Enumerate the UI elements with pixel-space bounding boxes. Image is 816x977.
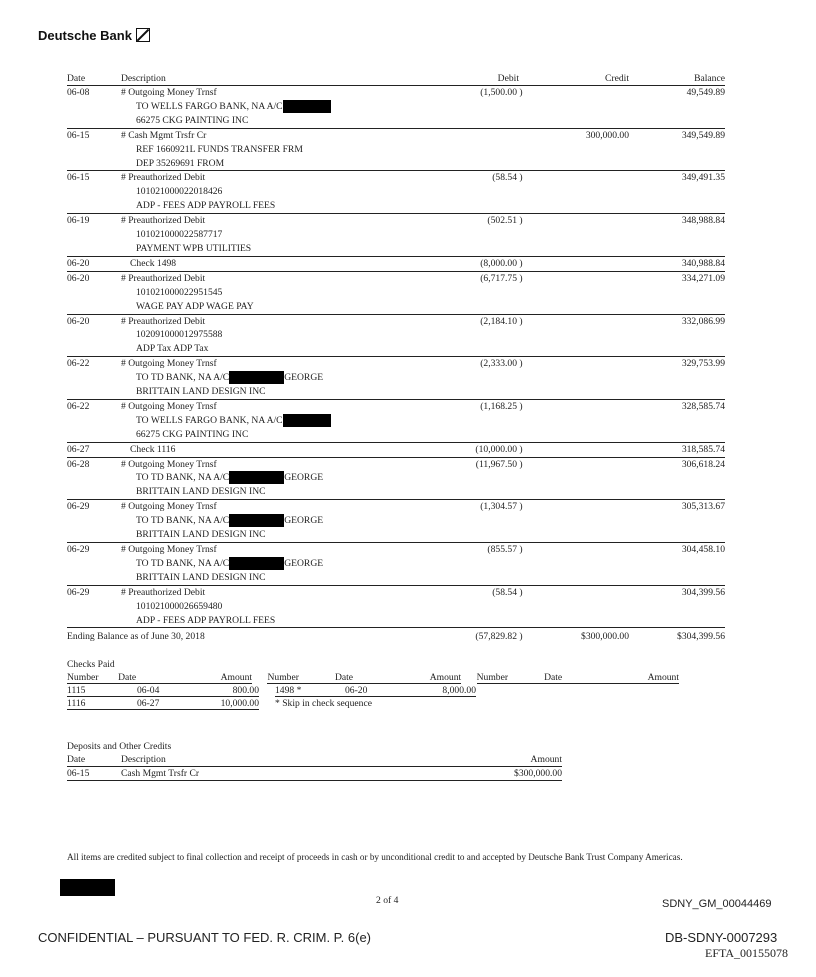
check-amount: 8,000.00	[416, 684, 476, 697]
checks-paid-title: Checks Paid	[67, 659, 115, 670]
bates-number-sdny: SDNY_GM_00044469	[662, 898, 772, 910]
header-date: Date	[67, 73, 86, 84]
description-line: BRITTAIN LAND DESIGN INC	[136, 386, 266, 398]
col-amount: Amount	[621, 672, 679, 684]
transaction-credit	[531, 543, 649, 585]
deposit-row	[67, 767, 562, 781]
transaction-date: 06-29	[67, 544, 90, 555]
description-line: TO WELLS FARGO BANK, NA A/C	[121, 414, 351, 428]
transaction-description	[121, 315, 351, 357]
transaction-row	[67, 257, 725, 272]
transaction-balance: 349,549.89	[681, 129, 725, 141]
col-date: Date	[67, 754, 86, 765]
col-date: Date	[335, 672, 403, 684]
description-line: # Outgoing Money Trnsf	[121, 458, 217, 470]
transactions-table	[67, 73, 725, 646]
transactions-header	[67, 73, 725, 86]
check-sequence-note: * Skip in check sequence	[275, 698, 372, 709]
transaction-date: 06-15	[67, 129, 90, 141]
transaction-description	[121, 171, 351, 213]
transaction-row	[67, 586, 725, 629]
transaction-debit: (11,967.50 )	[475, 458, 523, 470]
description-line: 101021000022587717	[136, 229, 223, 241]
transaction-credit	[531, 86, 649, 128]
transaction-description	[121, 586, 351, 628]
transaction-description	[121, 458, 351, 500]
transaction-date: 06-19	[67, 215, 90, 227]
transaction-date: 06-27	[67, 443, 90, 455]
deposit-date: 06-15	[67, 768, 90, 779]
description-line: Check 1116	[130, 443, 176, 455]
ending-balance: $304,399.56	[677, 631, 725, 643]
transaction-row	[67, 86, 725, 129]
transaction-credit	[531, 357, 649, 399]
check-amount: 10,000.00	[202, 697, 259, 710]
transaction-debit: (10,000.00 )	[475, 443, 523, 455]
transaction-description	[121, 543, 351, 585]
transaction-description	[121, 272, 351, 314]
col-number: Number	[477, 672, 544, 684]
transaction-debit: (1,304.57 )	[480, 501, 523, 513]
transaction-credit	[531, 171, 649, 213]
logo-slash-icon	[136, 28, 150, 42]
transaction-credit: 300,000.00	[585, 129, 629, 141]
transaction-debit: (855.57 )	[487, 544, 523, 555]
transaction-debit: (6,717.75 )	[480, 272, 523, 284]
description-line: TO TD BANK, NA A/C GEORGE	[136, 515, 324, 527]
transaction-balance: 305,313.67	[681, 501, 725, 513]
transaction-row	[67, 357, 725, 400]
transaction-row	[67, 443, 725, 458]
check-date: 06-27	[120, 697, 202, 710]
header-description: Description	[121, 73, 166, 84]
bates-number-db: DB-SDNY-0007293	[665, 930, 778, 945]
description-line: BRITTAIN LAND DESIGN INC	[136, 529, 266, 541]
col-date: Date	[118, 672, 197, 684]
description-line: # Preauthorized Debit	[121, 315, 206, 327]
ending-label: Ending Balance as of June 30, 2018	[67, 631, 205, 643]
description-line: 102091000012975588	[136, 329, 223, 341]
transaction-credit	[531, 214, 649, 256]
transaction-description	[121, 357, 351, 399]
efta-number: EFTA_00155078	[705, 946, 789, 960]
description-line: DEP 35269691 FROM	[136, 157, 225, 169]
redaction-box	[60, 879, 115, 896]
header-credit: Credit	[605, 73, 629, 84]
bank-name: Deutsche Bank	[38, 28, 132, 43]
credit-disclaimer: All items are credited subject to final collection and receipt of proceeds in cash or by unconditional credit to and accepted by Deutsche Bank Trust Company Americas.	[67, 852, 683, 862]
transaction-credit	[531, 315, 649, 357]
transaction-balance: 329,753.99	[681, 358, 725, 370]
confidential-notice: CONFIDENTIAL – PURSUANT TO FED. R. CRIM. P. 6(e)	[38, 930, 372, 945]
description-line: # Outgoing Money Trnsf	[121, 544, 217, 555]
transaction-debit: (58.54 )	[492, 172, 523, 184]
transaction-row	[67, 500, 725, 543]
transaction-credit	[531, 400, 649, 442]
description-line: WAGE PAY ADP WAGE PAY	[136, 300, 254, 312]
transaction-balance: 306,618.24	[681, 458, 725, 470]
deposits-header	[67, 754, 562, 767]
col-number: Number	[67, 672, 118, 684]
redacted-name-suffix: GEORGE	[284, 472, 324, 484]
description-line: TO WELLS FARGO BANK, NA A/C	[121, 100, 351, 114]
transaction-row	[67, 543, 725, 586]
check-date: 06-20	[345, 684, 416, 697]
header-balance: Balance	[694, 73, 725, 84]
transaction-row	[67, 272, 725, 315]
redacted-name-suffix: GEORGE	[284, 372, 324, 384]
check-amount: 800.00	[202, 684, 259, 697]
checks-row	[67, 684, 679, 697]
deposits-title: Deposits and Other Credits	[67, 741, 172, 752]
col-date: Date	[544, 672, 621, 684]
col-description: Description	[121, 754, 166, 765]
transaction-debit: (58.54 )	[492, 586, 523, 598]
deposit-amount: $300,000.00	[514, 768, 562, 779]
transaction-description	[121, 257, 351, 271]
transaction-description	[121, 443, 351, 457]
transaction-date: 06-08	[67, 87, 90, 98]
description-line: TO TD BANK, NA A/C GEORGE	[136, 372, 324, 384]
transaction-row	[67, 400, 725, 443]
transaction-date: 06-20	[67, 315, 90, 327]
transaction-credit	[531, 500, 649, 542]
check-number: 1115	[67, 684, 120, 697]
redacted-name-suffix: GEORGE	[284, 557, 324, 569]
transaction-debit: (1,500.00 )	[480, 87, 523, 98]
description-line: BRITTAIN LAND DESIGN INC	[136, 571, 266, 583]
description-line: ADP - FEES ADP PAYROLL FEES	[136, 200, 276, 212]
ending-credit: $300,000.00	[581, 631, 629, 643]
transaction-date: 06-20	[67, 272, 90, 284]
transaction-debit: (8,000.00 )	[480, 257, 523, 269]
description-line: TO TD BANK, NA A/C GEORGE	[136, 557, 324, 569]
redaction-box	[229, 557, 284, 570]
ending-debit: (57,829.82 )	[475, 631, 523, 643]
transaction-row	[67, 214, 725, 257]
description-line: 101021000026659480	[136, 600, 223, 612]
transaction-balance: 304,399.56	[681, 586, 725, 598]
description-line: # Preauthorized Debit	[121, 272, 206, 284]
description-line: # Outgoing Money Trnsf	[121, 501, 217, 513]
transaction-debit: (502.51 )	[487, 215, 523, 227]
transaction-row	[67, 315, 725, 358]
transaction-debit: (2,333.00 )	[480, 358, 523, 370]
transaction-date: 06-22	[67, 400, 90, 412]
description-line: 66275 CKG PAINTING INC	[136, 114, 249, 126]
description-line: REF 1660921L FUNDS TRANSFER FRM	[136, 143, 303, 155]
transaction-date: 06-22	[67, 358, 90, 370]
transaction-description	[121, 500, 351, 542]
col-amount: Amount	[530, 754, 562, 765]
redaction-box	[229, 371, 284, 384]
redaction-box	[229, 514, 284, 527]
transaction-balance: 349,491.35	[681, 172, 725, 184]
col-amount: Amount	[197, 672, 252, 684]
description-line: # Preauthorized Debit	[121, 172, 206, 184]
transaction-row	[67, 129, 725, 172]
description-line: 101021000022951545	[136, 286, 223, 298]
check-date: 06-04	[120, 684, 202, 697]
header-debit: Debit	[497, 73, 519, 84]
page-number: 2 of 4	[376, 895, 399, 906]
col-number: Number	[267, 672, 334, 684]
description-line: 101021000022018426	[136, 186, 223, 198]
deposit-description: Cash Mgmt Trsfr Cr	[121, 768, 200, 779]
transaction-credit	[531, 272, 649, 314]
transaction-credit	[531, 443, 649, 457]
redaction-box	[283, 100, 331, 113]
transaction-balance: 328,585.74	[681, 400, 725, 412]
bank-logo	[38, 26, 150, 43]
transaction-credit	[531, 458, 649, 500]
ending-balance-row	[67, 628, 725, 646]
transaction-date: 06-29	[67, 586, 90, 598]
description-line: # Outgoing Money Trnsf	[121, 87, 217, 98]
description-line: # Preauthorized Debit	[121, 215, 206, 227]
transaction-description	[121, 129, 351, 171]
description-line: 66275 CKG PAINTING INC	[136, 428, 249, 440]
transaction-credit	[531, 257, 649, 271]
transaction-date: 06-20	[67, 257, 90, 269]
transaction-description	[121, 86, 351, 128]
redaction-box	[283, 414, 331, 427]
deposits-section	[67, 741, 562, 781]
transaction-row	[67, 171, 725, 214]
col-amount: Amount	[403, 672, 461, 684]
transaction-balance: 334,271.09	[681, 272, 725, 284]
transaction-credit	[531, 586, 649, 628]
checks-paid-header	[67, 672, 679, 684]
transaction-date: 06-28	[67, 458, 90, 470]
checks-row	[67, 697, 679, 710]
description-line: # Outgoing Money Trnsf	[121, 358, 217, 370]
transaction-balance: 340,988.84	[681, 257, 725, 269]
description-line: BRITTAIN LAND DESIGN INC	[136, 486, 266, 498]
transactions-body	[67, 86, 725, 628]
transaction-date: 06-29	[67, 501, 90, 513]
transaction-date: 06-15	[67, 172, 90, 184]
description-line: ADP Tax ADP Tax	[136, 343, 209, 355]
description-line: # Preauthorized Debit	[121, 586, 206, 598]
description-line: PAYMENT WPB UTILITIES	[136, 242, 252, 254]
transaction-balance: 348,988.84	[681, 215, 725, 227]
transaction-description	[121, 214, 351, 256]
description-line: TO TD BANK, NA A/C GEORGE	[136, 472, 324, 484]
transaction-balance: 49,549.89	[686, 87, 725, 98]
transaction-debit: (1,168.25 )	[480, 400, 523, 412]
description-line: # Cash Mgmt Trsfr Cr	[121, 129, 207, 141]
description-line: Check 1498	[130, 257, 177, 269]
transaction-balance: 318,585.74	[681, 443, 725, 455]
transaction-balance: 304,458.10	[681, 544, 725, 555]
transaction-row	[67, 458, 725, 501]
transaction-debit	[351, 129, 531, 171]
transaction-debit: (2,184.10 )	[480, 315, 523, 327]
description-line: # Outgoing Money Trnsf	[121, 400, 217, 412]
redacted-name-suffix: GEORGE	[284, 515, 324, 527]
checks-paid-section	[67, 659, 679, 710]
description-line: ADP - FEES ADP PAYROLL FEES	[136, 614, 276, 626]
redaction-box	[229, 471, 284, 484]
check-number: 1116	[67, 697, 120, 710]
transaction-description	[121, 400, 351, 442]
transaction-balance: 332,086.99	[681, 315, 725, 327]
check-number: 1498 *	[275, 684, 345, 697]
